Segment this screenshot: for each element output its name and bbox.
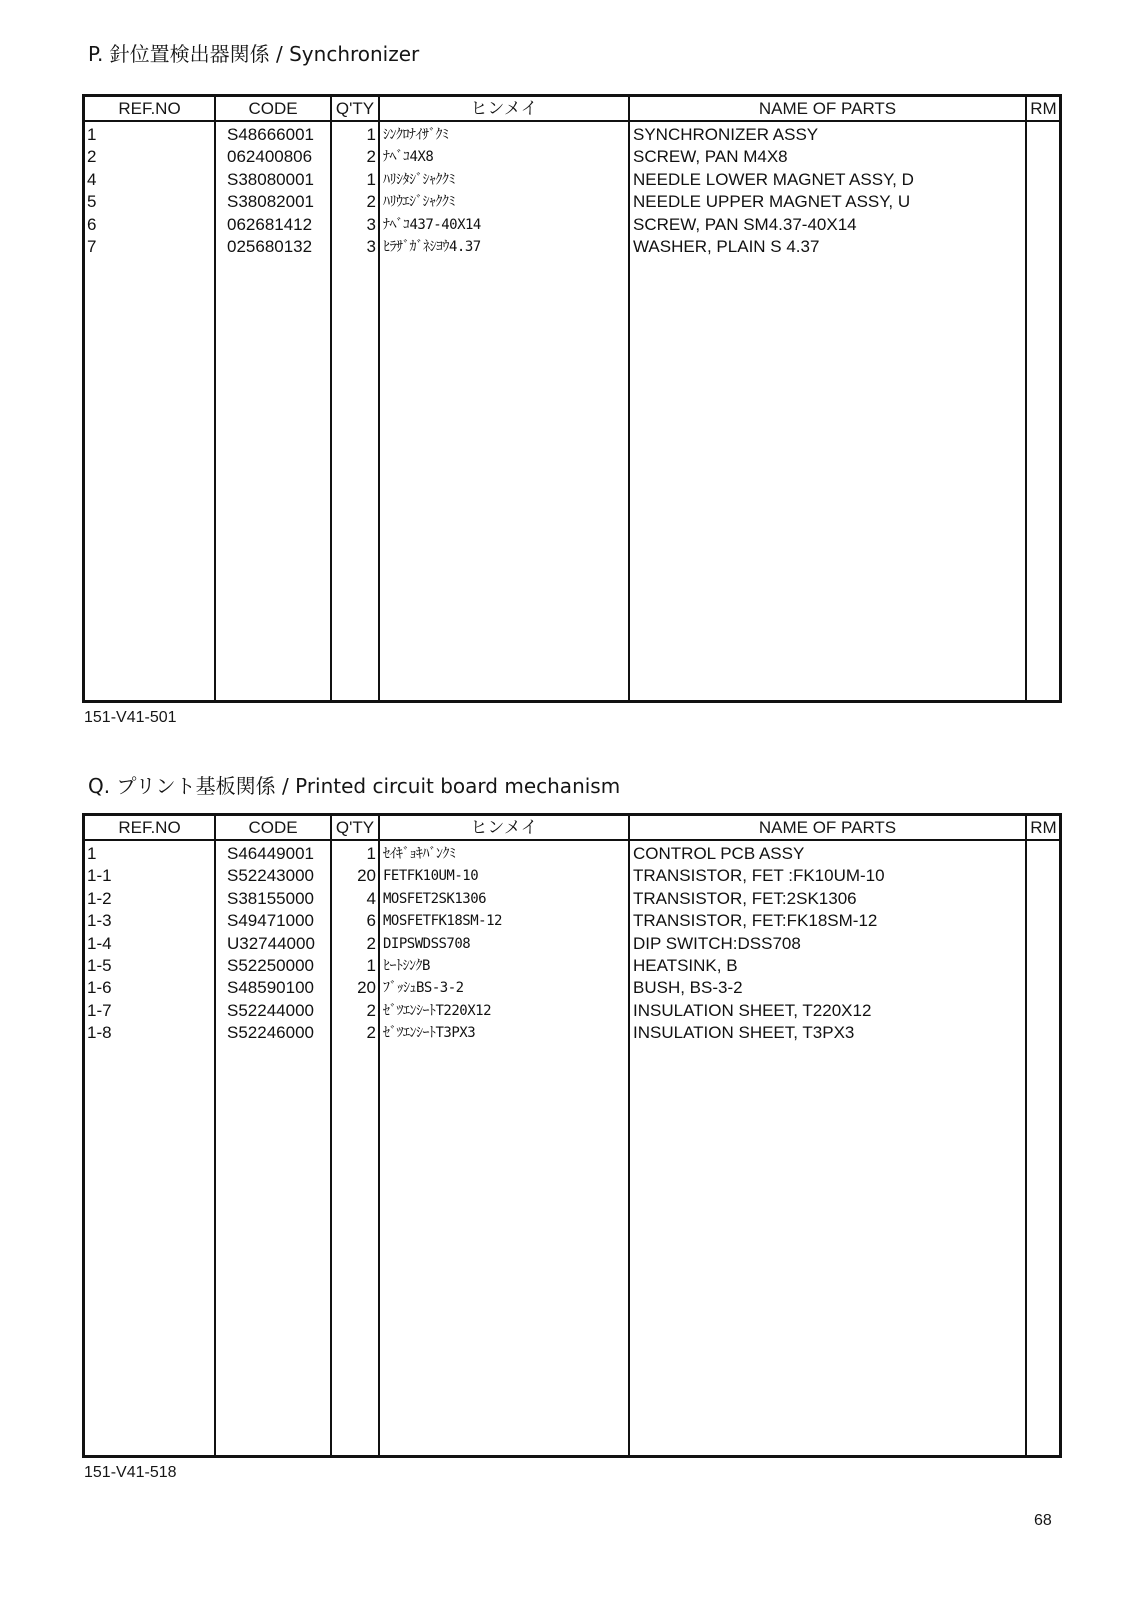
part-code: S38080001 [227, 169, 314, 189]
table-body [85, 843, 1059, 1045]
part-code: S52244000 [227, 1000, 314, 1020]
quantity: 1 [366, 844, 376, 863]
part-code: S46449001 [227, 844, 314, 863]
kana-name: ﾅﾍﾞｺ437-40X14 [383, 216, 481, 233]
header-rm: RM [1030, 99, 1057, 118]
ref-no: 1-6 [87, 978, 112, 998]
kana-name: ｾﾞﾂｴﾝｼｰﾄT220X12 [383, 1002, 492, 1019]
header-code: CODE [248, 99, 298, 118]
header-kana-name: ヒンメイ [470, 99, 538, 118]
quantity: 2 [366, 933, 376, 953]
part-name: INSULATION SHEET, T3PX3 [633, 1023, 855, 1043]
part-name: SCREW, PAN M4X8 [633, 147, 788, 167]
header-name-of-parts: NAME OF PARTS [758, 99, 897, 118]
quantity: 20 [357, 866, 376, 886]
kana-name: MOSFETFK18SM-12 [383, 913, 502, 930]
ref-no: 2 [87, 147, 97, 167]
ref-no: 1-2 [87, 888, 112, 908]
table-header [85, 816, 1059, 841]
ref-no: 1 [87, 844, 97, 863]
kana-name: ｾｲｷﾞｮｷﾊﾞﾝｸﾐ [383, 846, 456, 862]
ref-no: 1 [87, 125, 97, 144]
part-name: BUSH, BS-3-2 [633, 978, 743, 998]
table-row [85, 146, 1059, 168]
parts-table-synchronizer [82, 94, 1062, 703]
kana-name: ﾊﾘｳｴｼﾞｼｬｸｸﾐ [383, 194, 455, 211]
table-row [85, 865, 1059, 887]
document-code: 151-V41-518 [84, 1464, 177, 1481]
table-row [85, 910, 1059, 932]
ref-no: 6 [87, 214, 97, 234]
quantity: 1 [366, 955, 376, 975]
ref-no: 1-7 [87, 1000, 112, 1020]
quantity: 3 [366, 214, 376, 234]
table-row [85, 955, 1059, 977]
ref-no: 5 [87, 192, 97, 212]
part-code: S49471000 [227, 911, 314, 931]
quantity: 6 [366, 911, 376, 931]
table-row [85, 843, 1059, 865]
document-code: 151-V41-501 [84, 709, 177, 726]
ref-no: 4 [87, 169, 97, 189]
header-ref-no: REF.NO [118, 818, 181, 837]
kana-name: ﾊﾘｼﾀｼﾞｼｬｸｸﾐ [383, 171, 455, 188]
table-row [85, 888, 1059, 910]
part-name: SYNCHRONIZER ASSY [633, 125, 819, 144]
table-row [85, 1000, 1059, 1022]
table-row [85, 124, 1059, 146]
part-name: INSULATION SHEET, T220X12 [633, 1000, 872, 1020]
quantity: 2 [366, 147, 376, 167]
part-code: S52243000 [227, 866, 314, 886]
quantity: 3 [366, 236, 376, 256]
kana-name: ﾌﾞｯｼｭBS-3-2 [383, 980, 464, 997]
part-code: 062681412 [227, 214, 313, 234]
header-name-of-parts: NAME OF PARTS [758, 818, 897, 837]
part-code: S38155000 [227, 888, 314, 908]
parts-table-pcb [82, 813, 1062, 1458]
header-kana-name: ヒンメイ [470, 818, 538, 837]
part-name: TRANSISTOR, FET:2SK1306 [633, 888, 857, 908]
page-number: 68 [1034, 1512, 1052, 1529]
header-rm: RM [1030, 818, 1057, 837]
table-row [85, 191, 1059, 213]
quantity: 2 [366, 192, 376, 212]
table-body [85, 124, 1059, 258]
section-title: P. 針位置検出器関係 / Synchronizer [88, 42, 420, 66]
kana-name: DIPSWDSS708 [383, 935, 471, 952]
kana-name: ﾅﾍﾞｺ4X8 [383, 149, 434, 166]
quantity: 20 [357, 978, 376, 998]
kana-name: ｾﾞﾂｴﾝｼｰﾄT3PX3 [383, 1025, 476, 1042]
part-name: WASHER, PLAIN S 4.37 [633, 236, 820, 256]
table-row [85, 214, 1059, 236]
part-code: 062400806 [227, 147, 313, 167]
quantity: 1 [366, 169, 376, 189]
part-name: SCREW, PAN SM4.37-40X14 [633, 214, 857, 234]
ref-no: 1-8 [87, 1023, 112, 1043]
table-row [85, 236, 1059, 258]
quantity: 1 [366, 125, 376, 144]
ref-no: 1-5 [87, 955, 112, 975]
quantity: 2 [366, 1023, 376, 1043]
header-ref-no: REF.NO [118, 99, 181, 118]
header-qty: Q'TY [335, 99, 375, 118]
table-header [85, 97, 1059, 122]
part-code: U32744000 [227, 933, 315, 953]
part-code: S52246000 [227, 1023, 314, 1043]
kana-name: ﾋﾗｻﾞｶﾞﾈｼﾖｳ4.37 [383, 238, 481, 255]
ref-no: 1-4 [87, 933, 112, 953]
part-code: S48666001 [227, 125, 314, 144]
kana-name: ｼﾝｸﾛﾅｲｻﾞｸﾐ [383, 127, 449, 143]
table-row [85, 169, 1059, 191]
quantity: 4 [366, 888, 376, 908]
kana-name: ﾋｰﾄｼﾝｸB [383, 957, 430, 974]
part-name: TRANSISTOR, FET:FK18SM-12 [633, 911, 878, 931]
part-name: NEEDLE UPPER MAGNET ASSY, U [633, 192, 911, 212]
quantity: 2 [366, 1000, 376, 1020]
header-code: CODE [248, 818, 298, 837]
ref-no: 7 [87, 236, 97, 256]
part-code: S48590100 [227, 978, 314, 998]
table-row [85, 1022, 1059, 1044]
kana-name: FETFK10UM-10 [383, 868, 479, 885]
part-name: HEATSINK, B [633, 955, 738, 975]
table-row [85, 977, 1059, 999]
part-code: S38082001 [227, 192, 314, 212]
header-qty: Q'TY [335, 818, 375, 837]
part-code: 025680132 [227, 236, 313, 256]
ref-no: 1-3 [87, 911, 112, 931]
part-name: NEEDLE LOWER MAGNET ASSY, D [633, 169, 914, 189]
ref-no: 1-1 [87, 866, 112, 886]
kana-name: MOSFET2SK1306 [383, 890, 487, 907]
section-title: Q. プリント基板関係 / Printed circuit board mechanism [88, 774, 621, 798]
part-name: DIP SWITCH:DSS708 [633, 933, 801, 953]
part-code: S52250000 [227, 955, 314, 975]
table-row [85, 933, 1059, 955]
part-name: CONTROL PCB ASSY [633, 844, 805, 863]
part-name: TRANSISTOR, FET :FK10UM-10 [633, 866, 885, 886]
